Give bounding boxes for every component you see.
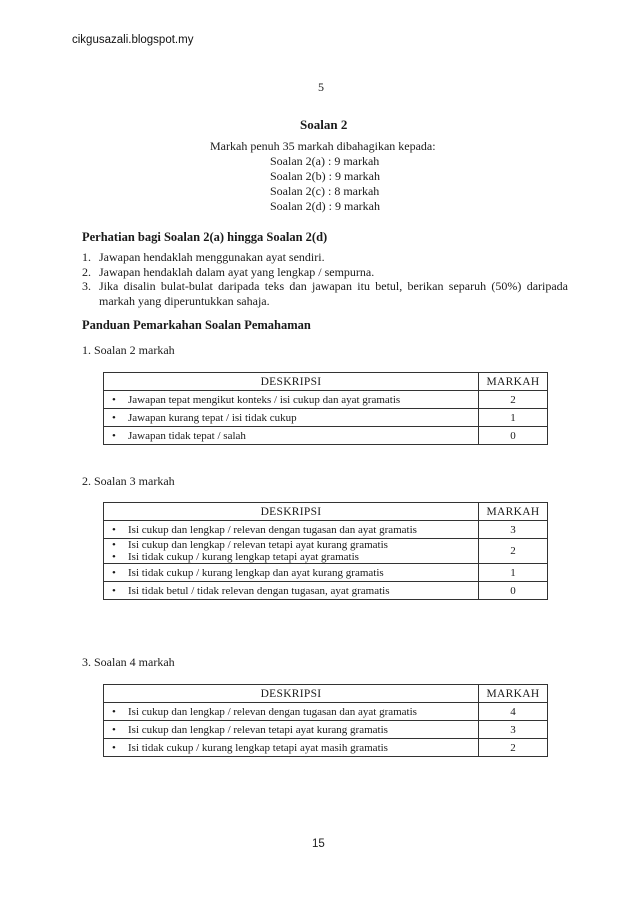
marks-item: Soalan 2(b) : 9 markah <box>270 169 380 183</box>
bullet-icon: • <box>112 551 116 563</box>
section-lead: 1. Soalan 2 markah <box>82 343 175 357</box>
row-mark: 2 <box>479 539 548 564</box>
table-row <box>104 703 548 721</box>
marks-intro: Markah penuh 35 markah dibahagikan kepada: <box>210 139 436 153</box>
row-mark: 1 <box>479 409 548 427</box>
table-row <box>104 427 548 445</box>
row-mark: 3 <box>479 521 548 539</box>
row-description: Isi tidak cukup / kurang lengkap dan ayat kurang gramatis <box>128 566 384 579</box>
bullet-icon: • <box>112 584 116 597</box>
row-mark: 1 <box>479 564 548 582</box>
note-number: 1. <box>82 250 91 264</box>
notes-heading: Perhatian bagi Soalan 2(a) hingga Soalan 2(d) <box>82 230 328 244</box>
bullet-icon: • <box>112 429 116 442</box>
note-number: 3. <box>82 279 91 293</box>
header-description: DESKRIPSI <box>104 503 479 521</box>
bullet-icon: • <box>112 523 116 536</box>
bullet-icon: • <box>112 723 116 736</box>
note-item <box>82 250 568 265</box>
table-header-row <box>104 503 548 521</box>
question-title: Soalan 2 <box>300 117 348 132</box>
header-description: DESKRIPSI <box>104 373 479 391</box>
marks-block <box>210 139 436 214</box>
row-mark: 2 <box>479 391 548 409</box>
marks-item: Soalan 2(c) : 8 markah <box>270 184 380 198</box>
page-number-top: 5 <box>318 80 324 94</box>
row-mark: 2 <box>479 739 548 757</box>
table-row <box>104 564 548 582</box>
bullet-icon: • <box>112 539 116 551</box>
table-row <box>104 739 548 757</box>
row-description: Jawapan kurang tepat / isi tidak cukup <box>128 411 297 424</box>
table-row <box>104 521 548 539</box>
site-url: cikgusazali.blogspot.my <box>72 34 194 46</box>
marks-item: Soalan 2(d) : 9 markah <box>270 199 380 213</box>
note-number: 2. <box>82 264 91 279</box>
row-description: Isi cukup dan lengkap / relevan tetapi ayat kurang gramatis <box>128 539 388 551</box>
header-marks: MARKAH <box>479 373 548 391</box>
table-row <box>104 391 548 409</box>
header-marks: MARKAH <box>479 503 548 521</box>
row-description: Jawapan tidak tepat / salah <box>128 429 246 442</box>
bullet-icon: • <box>112 741 116 754</box>
row-mark: 4 <box>479 703 548 721</box>
section-lead: 2. Soalan 3 markah <box>82 474 175 488</box>
note-text: Jika disalin bulat-bulat daripada teks dan jawapan itu betul, berikan separuh (50%) daripada markah yang diperuntukkan sahaja. <box>99 279 568 308</box>
bullet-icon: • <box>112 705 116 718</box>
bullet-icon: • <box>112 411 116 424</box>
row-description: Isi tidak betul / tidak relevan dengan tugasan, ayat gramatis <box>128 584 390 597</box>
table-row <box>104 409 548 427</box>
row-description: Jawapan tepat mengikut konteks / isi cukup dan ayat gramatis <box>128 393 401 406</box>
notes-list <box>82 250 568 308</box>
page-number-bottom: 15 <box>312 838 325 850</box>
row-mark: 0 <box>479 427 548 445</box>
marks-item: Soalan 2(a) : 9 markah <box>270 154 380 168</box>
section-lead: 3. Soalan 4 markah <box>82 655 175 669</box>
rubric-table <box>103 372 548 445</box>
rubric-table <box>103 684 548 757</box>
header-description: DESKRIPSI <box>104 685 479 703</box>
note-item <box>82 265 568 280</box>
table-row <box>104 582 548 600</box>
header-marks: MARKAH <box>479 685 548 703</box>
table-row <box>104 539 548 564</box>
note-item <box>82 279 568 308</box>
bullet-icon: • <box>112 393 116 406</box>
row-description: Isi cukup dan lengkap / relevan dengan tugasan dan ayat gramatis <box>128 705 417 718</box>
bullet-icon: • <box>112 566 116 579</box>
row-description: Isi cukup dan lengkap / relevan dengan tugasan dan ayat gramatis <box>128 523 417 536</box>
table-row <box>104 721 548 739</box>
note-text: Jawapan hendaklah menggunakan ayat sendiri. <box>99 250 325 264</box>
row-description: Isi tidak cukup / kurang lengkap tetapi ayat masih gramatis <box>128 741 388 754</box>
rubric-table <box>103 502 548 600</box>
guide-heading: Panduan Pemarkahan Soalan Pemahaman <box>82 318 311 332</box>
row-description: Isi tidak cukup / kurang lengkap tetapi ayat gramatis <box>128 551 359 563</box>
note-text: Jawapan hendaklah dalam ayat yang lengkap / sempurna. <box>99 264 375 279</box>
table-header-row <box>104 373 548 391</box>
row-mark: 0 <box>479 582 548 600</box>
table-header-row <box>104 685 548 703</box>
row-description: Isi cukup dan lengkap / relevan tetapi ayat kurang gramatis <box>128 723 388 736</box>
row-mark: 3 <box>479 721 548 739</box>
